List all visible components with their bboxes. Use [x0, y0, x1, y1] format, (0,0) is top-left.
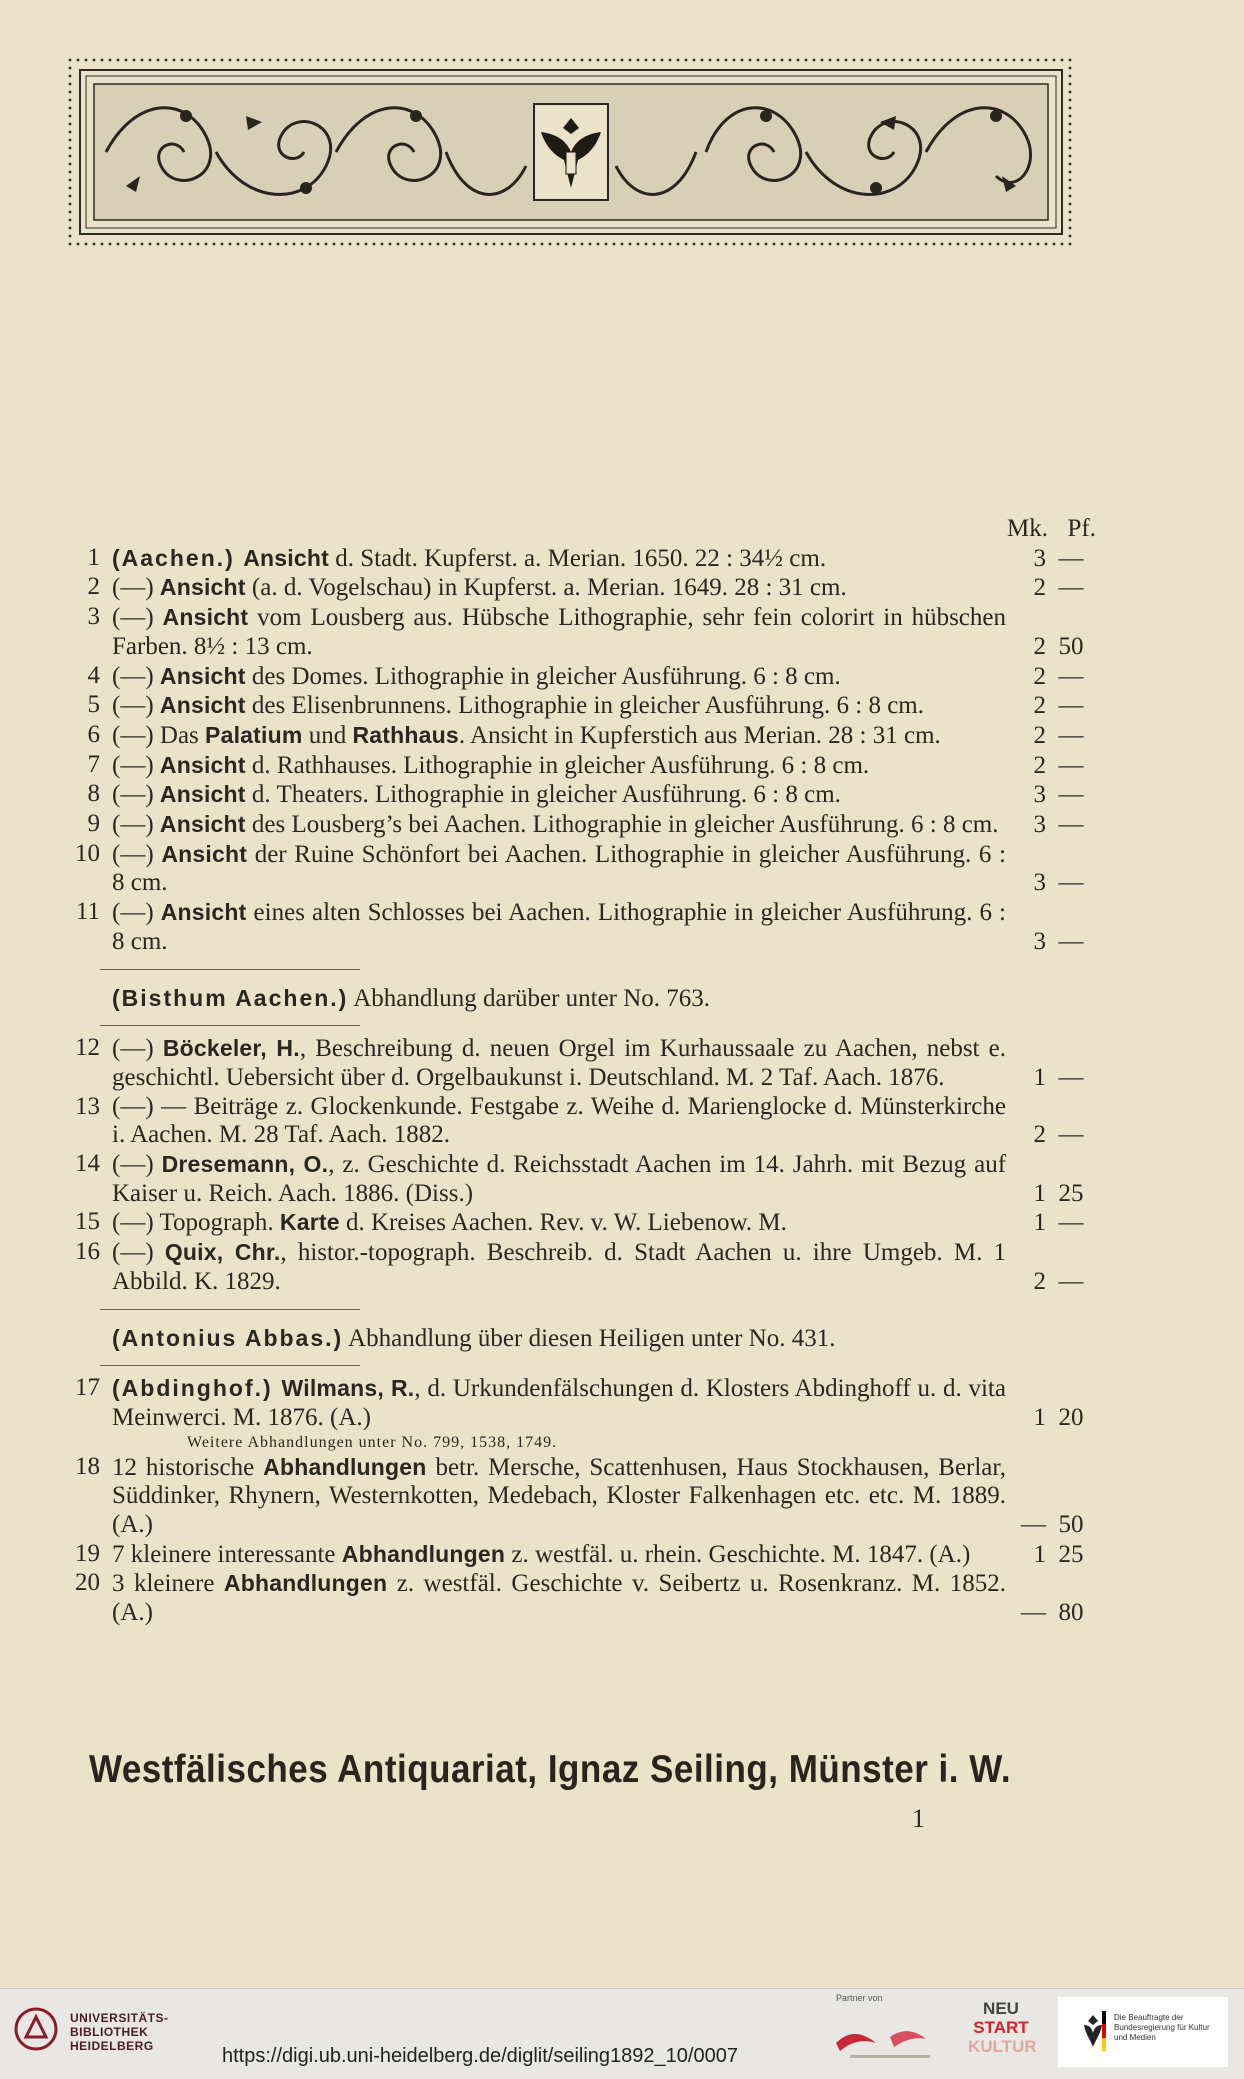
- price-mark: 3: [1033, 544, 1046, 572]
- university-seal-icon: [14, 2007, 58, 2051]
- entry-price: [1006, 574, 1096, 603]
- entry-text: 12 historische: [112, 1453, 264, 1481]
- library-name-line: UNIVERSITÄTS-: [70, 2011, 169, 2025]
- entry-text: (—): [112, 1239, 165, 1267]
- price-mark: 2: [1033, 574, 1046, 602]
- price-pfennig: —: [1058, 544, 1084, 572]
- price-pfennig: —: [1058, 869, 1084, 897]
- neustart-line: NEU: [983, 1999, 1019, 2018]
- ornamental-header-border: [66, 56, 1076, 248]
- entry-text: der Ruine Schönfort bei Aachen. Lithographie in gleicher Ausführung. 6 : 8 cm.: [112, 840, 1006, 897]
- catalog-entry: [62, 1569, 1096, 1627]
- entry-text: und: [302, 721, 353, 749]
- entry-text: betr. Mersche, Scattenhusen, Haus Stockhausen, Berlar, Süddinker, Rhynern, Westernkotten, Medebach, Kloster Falkenhagen etc. etc. M. 1889. (A.): [112, 1453, 1006, 1539]
- neustart-kultur-logo: [968, 1999, 1037, 2067]
- entry-text: 3 kleinere: [112, 1570, 224, 1598]
- entry-keyword: Wilmans, R.: [281, 1375, 415, 1402]
- entry-text: , histor.-topograph. Beschreib. d. Stadt Aachen u. ihre Umgeb. M. 1 Abbild. K. 1829.: [112, 1239, 1007, 1295]
- entry-number: 1: [87, 543, 100, 571]
- price-pfennig: 50: [1058, 1511, 1084, 1539]
- price-mark: —: [1021, 1599, 1046, 1627]
- section-label: (Antonius Abbas.): [112, 1324, 344, 1351]
- price-pfennig: —: [1058, 721, 1084, 749]
- pfennig-column-label: Pf.: [1067, 515, 1096, 542]
- permalink-url[interactable]: https://digi.ub.uni-heidelberg.de/diglit/seiling1892_10/0007: [222, 2045, 738, 2067]
- entry-keyword: Ansicht: [159, 692, 246, 719]
- entry-text: (—): [112, 781, 160, 809]
- price-pfennig: —: [1058, 1063, 1084, 1091]
- divider-rule: [100, 1309, 360, 1310]
- entry-number: 9: [87, 810, 100, 838]
- entry-text: , Beschreibung d. neuen Orgel im Kurhaussaale zu Aachen, nebst e. geschichtl. Uebersicht über d. Orgelbaukunst i. Deutschland. M. 2 Taf. Aach. 1876.: [112, 1035, 1006, 1091]
- entry-price: [1006, 545, 1096, 574]
- divider-rule: [100, 1025, 360, 1026]
- price-mark: 2: [1033, 1121, 1046, 1149]
- entry-number: 11: [75, 898, 100, 926]
- entry-number: 8: [87, 780, 100, 808]
- entry-keyword: Böckeler, H.: [162, 1035, 300, 1062]
- entry-text: (a. d. Vogelschau) in Kupferst. a. Merian. 1649. 28 : 31 cm.: [245, 574, 847, 602]
- price-mark: 2: [1033, 632, 1046, 660]
- entry-price: [1006, 752, 1096, 781]
- entry-price: [1006, 722, 1096, 751]
- entry-price: [1006, 633, 1096, 662]
- section-antonius-abbas: [62, 1324, 1096, 1354]
- entry-text: (—): [112, 692, 160, 720]
- digital-library-footer: [0, 1988, 1244, 2079]
- entry-number: 19: [75, 1539, 100, 1567]
- catalog-entry: [62, 662, 1096, 692]
- entry-text: (—): [112, 574, 160, 602]
- entry-keyword: Abhandlungen: [341, 1540, 506, 1567]
- entry-number: 20: [75, 1569, 100, 1597]
- price-mark: 1: [1033, 1540, 1046, 1568]
- entry-price: [1006, 663, 1096, 692]
- entry-number: 5: [87, 691, 100, 719]
- entry-text: d. Kreises Aachen. Rev. v. W. Liebenow. M.: [339, 1209, 787, 1237]
- entry-text: (—): [112, 604, 163, 632]
- entry-number: 14: [75, 1150, 100, 1178]
- entry-keyword: Rathhaus: [352, 721, 459, 748]
- price-mark: 3: [1033, 811, 1046, 839]
- entry-keyword: (Abdinghof.): [112, 1375, 282, 1402]
- price-pfennig: —: [1058, 662, 1084, 690]
- catalog-entry: [62, 780, 1096, 810]
- entry-description: [100, 1034, 1006, 1092]
- catalog-entry: [62, 1238, 1096, 1296]
- entry-keyword: Abhandlungen: [263, 1453, 427, 1480]
- price-mark: 2: [1033, 692, 1046, 720]
- entry-text: , z. Geschichte d. Reichsstadt Aachen im 14. Jahrh. mit Bezug auf Kaiser u. Reich. Aach. 1886. (Diss.): [112, 1151, 1007, 1207]
- price-mark: 1: [1033, 1063, 1046, 1091]
- bkm-logo: [1058, 1997, 1228, 2067]
- entry-text: (—): [112, 1035, 163, 1063]
- bkm-text: Die Beauftragte der Bundesregierung für Kultur und Medien: [1114, 2013, 1210, 2042]
- entry-keyword: Ansicht: [159, 751, 246, 778]
- entry-price: [1006, 1541, 1096, 1570]
- entry-text: 7 kleinere interessante: [112, 1540, 342, 1568]
- library-name-line: BIBLIOTHEK: [70, 2025, 149, 2039]
- catalog-entry: [62, 573, 1096, 603]
- catalog-entry: [62, 1540, 1096, 1570]
- entry-text: (—) Topograph.: [112, 1209, 280, 1237]
- entry-price: [1006, 928, 1096, 957]
- entry-text: eines alten Schlosses bei Aachen. Lithographie in gleicher Ausführung. 6 : 8 cm.: [112, 899, 1007, 955]
- entry-text: (—): [112, 811, 160, 839]
- entry-price: [1006, 781, 1096, 810]
- entry-description: [100, 1150, 1006, 1208]
- price-pfennig: —: [1058, 1209, 1084, 1237]
- entry-text: , d. Urkundenfälschungen d. Klosters Abdinghoff u. d. vita Meinwerci. M. 1876. (A.): [112, 1375, 1006, 1431]
- entry-description: [100, 840, 1006, 898]
- entry-number: 3: [87, 603, 100, 631]
- entry-keyword: Quix, Chr.: [164, 1239, 281, 1266]
- entry-text: d. Rathhauses. Lithographie in gleicher Ausführung. 6 : 8 cm.: [245, 751, 870, 779]
- entry-text: des Domes. Lithographie in gleicher Ausführung. 6 : 8 cm.: [245, 662, 841, 690]
- entry-description: [100, 1238, 1006, 1296]
- deutsche-digitale-bibliothek-logo-icon: [830, 2009, 950, 2069]
- entry-number: 12: [75, 1034, 100, 1062]
- price-mark: 3: [1033, 781, 1046, 809]
- price-pfennig: —: [1058, 1121, 1084, 1149]
- entry-text: d. Stadt. Kupferst. a. Merian. 1650. 22 : 34½ cm.: [328, 544, 827, 572]
- catalog-entry: [62, 1374, 1096, 1432]
- catalog-entry: [62, 544, 1096, 574]
- catalog-entry: [62, 898, 1096, 956]
- catalog-entry: [62, 810, 1096, 840]
- price-mark: 2: [1033, 662, 1046, 690]
- entry-description: [100, 691, 1006, 721]
- price-mark: 2: [1033, 1267, 1046, 1295]
- price-mark: 1: [1033, 1209, 1046, 1237]
- federal-eagle-icon: [1082, 2011, 1104, 2051]
- price-pfennig: 80: [1058, 1599, 1084, 1627]
- price-pfennig: —: [1058, 751, 1084, 779]
- entry-price: [1006, 1064, 1096, 1093]
- price-mark: 2: [1033, 721, 1046, 749]
- price-pfennig: 25: [1058, 1540, 1084, 1568]
- page-number: 1: [912, 1804, 925, 1833]
- entry-description: [100, 721, 1006, 751]
- entries-aachen-literature: [62, 1034, 1096, 1296]
- price-pfennig: —: [1058, 692, 1084, 720]
- publisher-imprint: Westfälisches Antiquariat, Ignaz Seiling, Münster i. W.: [88, 1748, 1012, 1791]
- entry-keyword: Karte: [279, 1209, 340, 1236]
- entry-text: z. westfäl. Geschichte v. Seibertz u. Rosenkranz. M. 1852. (A.): [112, 1570, 1006, 1627]
- entry-text: (—): [112, 899, 161, 927]
- entry-keyword: Ansicht: [243, 544, 329, 571]
- entry-keyword: Ansicht: [159, 781, 246, 808]
- entry-description: [100, 1569, 1006, 1627]
- entry-number: 18: [75, 1452, 100, 1480]
- entry-text: (—) Das: [112, 721, 206, 749]
- entry-price: [1006, 1180, 1096, 1209]
- entry-price: [1006, 1121, 1096, 1150]
- entry-number: 2: [87, 573, 100, 601]
- library-name: [70, 2011, 169, 2053]
- entry-text: des Elisenbrunnens. Lithographie in gleicher Ausführung. 6 : 8 cm.: [245, 692, 924, 720]
- entry-price: [1006, 1599, 1096, 1628]
- entry-number: 13: [75, 1092, 100, 1120]
- entry-number: 6: [87, 720, 100, 748]
- section-reference: Abhandlung über diesen Heiligen unter No. 431.: [343, 1324, 836, 1352]
- entry-price: [1006, 1209, 1096, 1238]
- entry-description: [100, 662, 1006, 692]
- entry-text: (—) — Beiträge z. Glockenkunde. Festgabe z. Weihe d. Marienglocke d. Münsterkirche i. Aachen. M. 28 Taf. Aach. 1882.: [112, 1092, 1006, 1149]
- price-mark: 1: [1033, 1179, 1046, 1207]
- price-pfennig: —: [1058, 811, 1084, 839]
- entry-description: [100, 1093, 1006, 1150]
- entry-text: (—): [112, 751, 160, 779]
- entry-number: 15: [75, 1208, 100, 1236]
- entry-text: des Lousberg’s bei Aachen. Lithographie in gleicher Ausführung. 6 : 8 cm.: [245, 811, 999, 839]
- entry-keyword: Abhandlungen: [223, 1570, 388, 1597]
- price-mark: 3: [1033, 927, 1046, 955]
- price-pfennig: —: [1058, 781, 1084, 809]
- neustart-line: START: [973, 2018, 1029, 2037]
- entry-keyword: Ansicht: [162, 604, 249, 631]
- catalog-list: [62, 515, 1096, 1628]
- entry-description: [100, 603, 1006, 661]
- catalog-entry: [62, 603, 1096, 661]
- entry-keyword: Palatium: [205, 721, 303, 748]
- entry-price: [1006, 1268, 1096, 1297]
- mark-column-label: Mk.: [1007, 515, 1048, 542]
- entry-keyword: Ansicht: [159, 811, 246, 838]
- entry-keyword: Dresemann, O.: [161, 1151, 329, 1178]
- catalog-entry: [62, 751, 1096, 781]
- entry-text: (—): [112, 840, 162, 868]
- catalog-entry: [62, 721, 1096, 751]
- entries-aachen-views: [62, 544, 1096, 957]
- section-reference: Abhandlung darüber unter No. 763.: [348, 984, 711, 1012]
- catalog-entry: [62, 1453, 1096, 1540]
- entry-description: [100, 544, 1006, 574]
- price-pfennig: —: [1058, 927, 1084, 955]
- entry-text: d. Theaters. Lithographie in gleicher Ausführung. 6 : 8 cm.: [245, 781, 841, 809]
- entry-description: [100, 1374, 1006, 1432]
- section-label: (Bisthum Aachen.): [112, 984, 349, 1011]
- partner-label: Partner von: [836, 1993, 883, 2003]
- entry-keyword: Ansicht: [161, 840, 248, 867]
- entry-text: (—): [112, 1151, 162, 1179]
- entry-price: [1006, 692, 1096, 721]
- entry-text: . Ansicht in Kupferstich aus Merian. 28 : 31 cm.: [458, 721, 941, 749]
- entry-number: 10: [75, 839, 100, 867]
- section-bisthum-aachen: [62, 984, 1096, 1014]
- divider-rule: [100, 1365, 360, 1366]
- entry-description: [100, 1453, 1006, 1540]
- entry-number: 7: [87, 750, 100, 778]
- german-flag-icon: [1102, 2011, 1106, 2051]
- entries-abdinghof: [62, 1374, 1096, 1432]
- price-pfennig: 50: [1058, 632, 1084, 660]
- entry-price: [1006, 1404, 1096, 1433]
- catalog-entry: [62, 1150, 1096, 1208]
- price-mark: 1: [1033, 1403, 1046, 1431]
- entry-price: [1006, 1511, 1096, 1540]
- entry-keyword: Ansicht: [159, 574, 246, 601]
- ornament-svg: [66, 56, 1076, 248]
- entry-keyword: (Aachen.): [112, 544, 244, 571]
- price-mark: 3: [1033, 869, 1046, 897]
- catalog-entry: [62, 840, 1096, 898]
- price-column-header: [62, 515, 1096, 544]
- divider-rule: [100, 969, 360, 970]
- entry-description: [100, 780, 1006, 810]
- entry-description: [100, 898, 1006, 956]
- entry-price: [1006, 869, 1096, 898]
- entry-number: 16: [75, 1238, 100, 1266]
- neustart-line: KULTUR: [968, 2037, 1037, 2056]
- entry-description: [100, 1208, 1006, 1238]
- price-pfennig: —: [1058, 1267, 1084, 1295]
- price-pfennig: 25: [1058, 1179, 1084, 1207]
- library-name-line: HEIDELBERG: [70, 2039, 154, 2053]
- price-mark: —: [1021, 1511, 1046, 1539]
- entry-keyword: Ansicht: [160, 899, 247, 926]
- catalog-entry: [62, 1208, 1096, 1238]
- price-pfennig: —: [1058, 574, 1084, 602]
- entry-description: [100, 573, 1006, 603]
- entry-number: 4: [87, 661, 100, 689]
- entry-description: [100, 1540, 1006, 1570]
- entry-text: z. westfäl. u. rhein. Geschichte. M. 1847. (A.): [505, 1540, 971, 1568]
- entry-price: [1006, 811, 1096, 840]
- entry-number: 17: [75, 1374, 100, 1402]
- entry-text: vom Lousberg aus. Hübsche Lithographie, sehr fein colorirt in hübschen Farben. 8½ : 13 cm.: [112, 604, 1006, 660]
- entry-keyword: Ansicht: [159, 662, 246, 689]
- entry-description: [100, 810, 1006, 840]
- price-mark: 2: [1033, 751, 1046, 779]
- entry-description: [100, 751, 1006, 781]
- entry-text: (—): [112, 662, 160, 690]
- catalog-entry: [62, 1093, 1096, 1150]
- cross-reference-note: Weitere Abhandlungen unter No. 799, 1538, 1749.: [187, 1433, 558, 1451]
- entries-westphalian-treatises: [62, 1453, 1096, 1628]
- catalog-entry: [62, 1034, 1096, 1092]
- price-pfennig: 20: [1058, 1403, 1084, 1431]
- catalog-entry: [62, 691, 1096, 721]
